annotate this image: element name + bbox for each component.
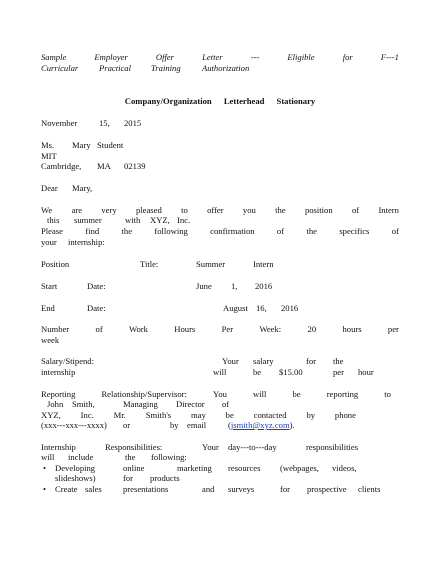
end-month: August [223,303,248,313]
reporting-word: Director [176,399,205,409]
hours-word: hours [342,324,362,334]
recipient-city: Cambridge, [41,161,82,171]
reporting-word: Reporting [41,389,76,399]
start-month: June [196,281,212,291]
bullet-word: surveys [228,484,255,494]
responsibilities-word: include [68,452,94,462]
start-label: Start [41,281,58,291]
reporting-word: Managing [123,399,158,409]
hours-word: per [387,324,399,334]
bullet-word: for [280,484,291,494]
hours-word: Week: [259,324,282,334]
bullet-word: sales [85,484,102,494]
responsibilities-word: following: [151,452,187,462]
intro-word: are [71,205,83,215]
bullet-word: (webpages, [280,463,319,473]
salary-amount: $15.00 [279,367,303,377]
reporting-word: John [47,399,64,409]
reporting-word: XYZ, [41,410,61,420]
intro-line-3 [41,226,399,237]
salary-word: will [213,367,227,377]
salary-label: Salary/Stipend: [41,356,94,366]
bullet-word: Developing [55,463,96,473]
intro-word: Please [41,226,63,236]
start-sub-label: Date: [87,281,106,291]
salary-word: Your [222,356,239,366]
intro-word: We [41,205,53,215]
intro-word: the [275,205,286,215]
hours-word: of [95,324,103,334]
header-word: Training [151,63,181,73]
header-word: Authorization [202,63,250,73]
header-line-1 [41,52,399,63]
intro-word: you [242,205,256,215]
intro-word: to [181,205,188,215]
letterhead-title: Company/Organization Letterhead Stationary [124,96,316,106]
salary-word: be [253,367,262,377]
intro-word: Inc. [177,215,191,225]
reporting-word: reporting [326,389,359,399]
hours-line-2: week [41,335,60,345]
intro-word: offer [207,205,224,215]
bullet-word: online [123,463,145,473]
reporting-phone: (xxx---xxx---xxxx) [41,420,107,430]
recipient-last-name: Student [97,140,124,150]
intro-word: find [85,226,100,236]
greeting-name: Mary, [72,183,93,193]
email-paren-open: ( [228,420,231,430]
bullet-icon: • [43,463,47,473]
header-word: Employer [94,52,128,62]
date-year: 2015 [124,118,142,128]
reporting-word: Smith's [145,410,172,420]
responsibilities-word: responsibilities [306,442,359,452]
salary-word: per [333,367,344,377]
intro-word: specifics [339,226,370,236]
bullet-word: and [202,484,215,494]
start-day: 1, [231,281,238,291]
bullet-word: slideshows) [55,473,96,483]
salary-word: the [333,356,344,366]
position-sub-label: Title: [140,259,159,269]
salary-word: internship [41,367,76,377]
bullet-word: Create [55,484,78,494]
reporting-word: Mr. [113,410,126,420]
start-year: 2016 [255,281,273,291]
hours-word: Per [221,324,234,334]
recipient-state: MA [97,161,111,171]
intro-word: confirmation [210,226,255,236]
greeting-dear: Dear [41,183,58,193]
reporting-word: or [123,420,131,430]
responsibilities-word: the [125,452,136,462]
recipient-zip: 02139 [124,161,146,171]
recipient-prefix: Ms. [41,140,55,150]
intro-word: position [304,205,333,215]
intro-word: following [154,226,188,236]
end-day: 16, [256,303,267,313]
intro-word: your [41,237,57,247]
header-word: Curricular [41,63,79,73]
responsibilities-word: day---to---day [228,442,277,452]
header-word: Offer [155,52,175,62]
intro-word: XYZ, [150,215,170,225]
bullet-word: products [150,473,180,483]
intro-word: the [306,226,317,236]
hours-line-1 [41,324,399,335]
bullet-word: prospective [307,484,347,494]
bullet-word: presentations [123,484,169,494]
salary-word: hour [358,367,374,377]
intro-word: the [121,226,133,236]
bullet-word: resources [228,463,261,473]
responsibilities-word: Internship [41,442,76,452]
header-word: Practical [99,63,131,73]
header-word: Sample [41,52,67,62]
date-day: 15, [99,118,110,128]
intro-word: with [125,215,141,225]
hours-word: Work [129,324,148,334]
header-word: Eligible [287,52,315,62]
reporting-word: Smith, [72,399,95,409]
reporting-word: of [222,399,230,409]
responsibilities-word: will [41,452,55,462]
responsibilities-word: Your [202,442,219,452]
hours-word: Number [41,324,70,334]
bullet-word: clients [358,484,381,494]
date-month: November [41,118,78,128]
header-word: Letter [202,52,223,62]
intro-word: Intern [378,205,399,215]
hours-word: 20 [307,324,317,334]
end-sub-label: Date: [87,303,106,313]
intro-word: of [391,226,399,236]
hours-word: Hours [174,324,196,334]
reporting-word: contacted [253,410,287,420]
email-link-wrapper [228,420,295,431]
reporting-word: be [292,389,301,399]
bullet-word: marketing [177,463,212,473]
position-value-1: Summer [196,259,226,269]
intro-word: of [351,205,360,215]
reporting-word: Inc. [80,410,94,420]
email-paren-close: ). [289,420,295,430]
recipient-first-name: Mary [72,140,91,150]
header-word: --- [250,52,260,62]
intro-word: pleased [135,205,162,215]
reporting-word: by [170,420,179,430]
end-year: 2016 [281,303,299,313]
recipient-institution: MIT [41,151,57,161]
header-word: for [342,52,353,62]
reporting-word: phone [334,410,356,420]
intro-word: internship: [68,237,105,247]
intro-word: of [276,226,285,236]
reporting-word: be [225,410,234,420]
end-label: End [41,303,55,313]
salary-word: salary [253,356,274,366]
reporting-word: will [253,389,267,399]
salary-word: for [306,356,317,366]
header-word: F---1 [380,52,399,62]
responsibilities-word: Responsibilities: [105,442,163,452]
position-label: Position [41,259,70,269]
reporting-word: by [306,410,316,420]
position-value-2: Intern [253,259,274,269]
reporting-word: to [384,389,391,399]
reporting-word: Relationship/Supervisor: [101,389,187,399]
supervisor-email-link[interactable]: jsmith@xyz.com [230,420,290,430]
reporting-word: may [191,410,206,420]
intro-word: this [47,215,60,225]
bullet-word: videos, [332,463,357,473]
bullet-icon: • [43,484,47,494]
intro-word: summer [74,215,102,225]
intro-word: very [101,205,117,215]
reporting-word: You [213,389,227,399]
reporting-word: email [187,420,207,430]
bullet-word: for [123,473,134,483]
